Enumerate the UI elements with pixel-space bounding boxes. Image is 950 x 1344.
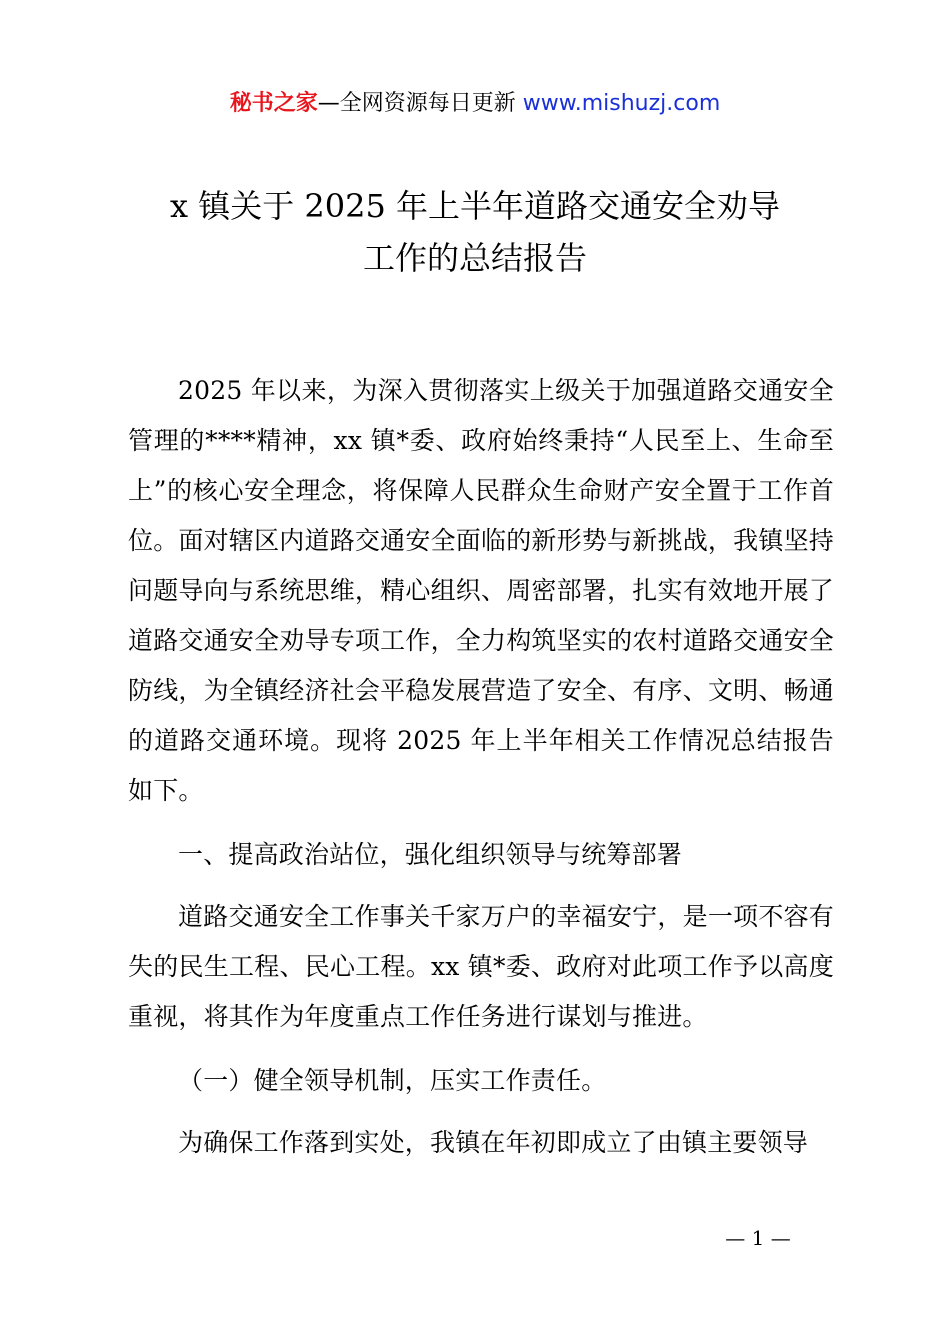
document-body [128, 366, 834, 1182]
brand-name: 秘书之家 [229, 91, 318, 116]
document-title [100, 180, 850, 284]
site-url-link[interactable]: www.mishuzj.com [522, 91, 721, 116]
page-number: — 1 — [725, 1226, 791, 1250]
header-tagline: —全网资源每日更新 [317, 91, 516, 116]
section-heading-1: 一、提高政治站位，强化组织领导与统筹部署 [178, 840, 683, 869]
subsection-heading-1: （一）健全领导机制，压实工作责任。 [178, 1066, 607, 1095]
subsection-1-paragraph: 为确保工作落到实处，我镇在年初即成立了由镇主要领导 [178, 1128, 809, 1157]
section-1-paragraph: 道路交通安全工作事关千家万户的幸福安宁，是一项不容有失的民生工程、民心工程。xx 镇*委、政府对此项工作予以高度重视，将其作为年度重点工作任务进行谋划与推进。 [128, 902, 834, 1031]
intro-paragraph: 2025 年以来，为深入贯彻落实上级关于加强道路交通安全管理的****精神，xx 镇*委、政府始终秉持“人民至上、生命至上”的核心安全理念，将保障人民群众生命财产安全置于工作首位。面对辖区内道路交通安全面临的新形势与新挑战，我镇坚持问题导向与系统思维，精心组织、周密部署，扎实有效地开展了道路交通安全劝导专项工作，全力构筑坚实的农村道路交通安全防线，为全镇经济社会平稳发展营造了安全、有序、文明、畅通的道路交通环境。现将 2025 年上半年相关工作情况总结报告如下。 [128, 376, 834, 805]
site-header [0, 88, 950, 120]
title-line-1: x 镇关于 2025 年上半年道路交通安全劝导 [169, 187, 780, 225]
title-line-2: 工作的总结报告 [362, 239, 587, 277]
